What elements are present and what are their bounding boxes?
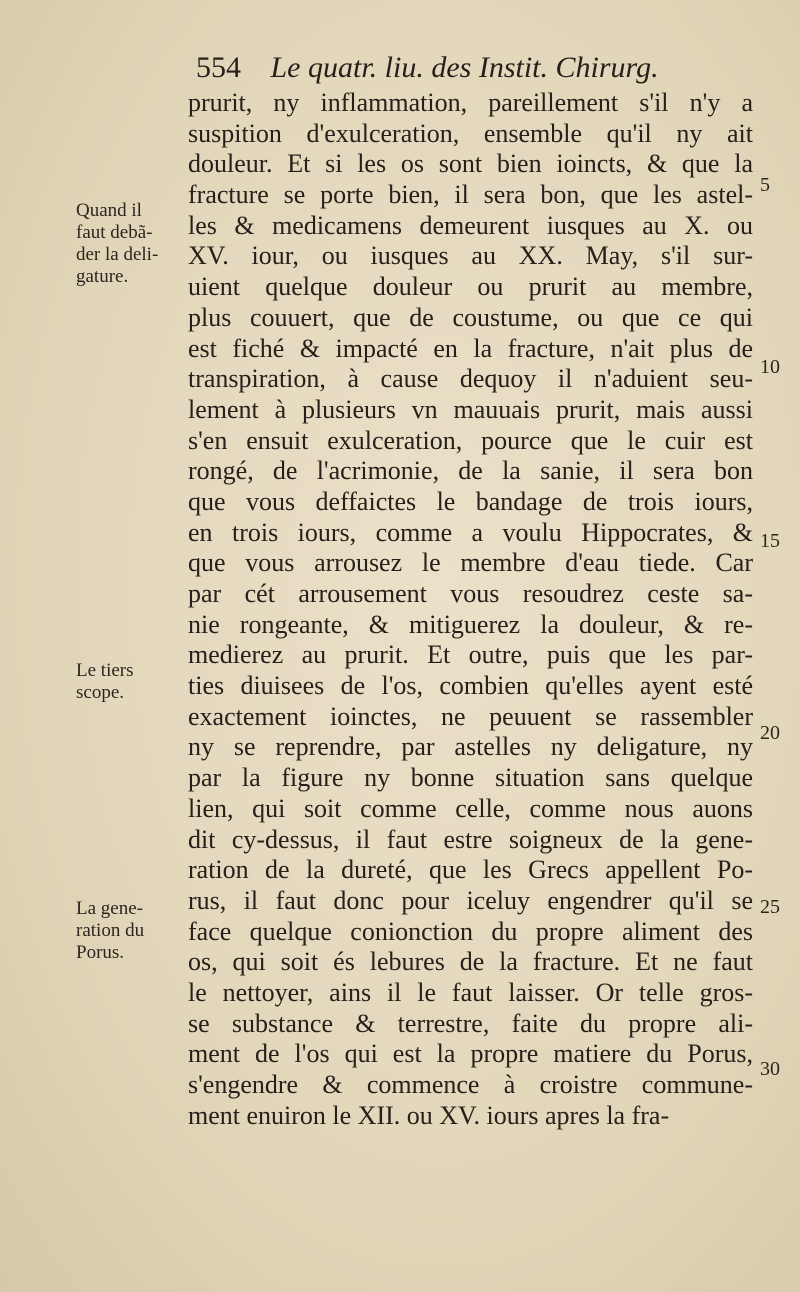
- text-line: nie rongeante, & mitiguerez la douleur, & re-: [188, 609, 753, 639]
- text-line: ment de l'os qui est la propre matiere du Porus,: [188, 1039, 753, 1069]
- text-line: en trois iours, comme a voulu Hippocrates, &: [188, 517, 753, 547]
- main-text-block: [188, 88, 753, 1131]
- line-number: 30: [760, 1058, 780, 1080]
- text-line: s'en ensuit exulceration, pource que le cuir est: [188, 425, 753, 455]
- text-line: transpiration, à cause dequoy il n'aduient seu-: [188, 364, 753, 394]
- text-line: s'engendre & commence à croistre commune-: [188, 1070, 753, 1099]
- margin-note-line: scope.: [76, 682, 125, 703]
- text-line: os, qui soit és lebures de la fracture. Et ne faut: [188, 947, 753, 977]
- text-line: XV. iour, ou iusques au XX. May, s'il sur-: [188, 241, 753, 271]
- line-number: 10: [760, 356, 780, 378]
- text-line: que vous arrousez le membre d'eau tiede. Car: [188, 548, 753, 578]
- text-line: les & medicamens demeurent iusques au X. ou: [188, 210, 753, 240]
- text-line: le nettoyer, ains il le faut laisser. Or telle gros-: [188, 977, 753, 1007]
- text-line: se substance & terrestre, faite du propre ali-: [188, 1008, 753, 1038]
- text-line: rongé, de l'acrimonie, de la sanie, il sera bon: [188, 456, 753, 486]
- page-number: 554: [196, 51, 241, 84]
- text-line: face quelque conionction du propre aliment des: [188, 916, 753, 946]
- line-number: 15: [760, 530, 780, 552]
- text-line: dit cy-dessus, il faut estre soigneux de la gene-: [188, 824, 753, 854]
- margin-note-line: faut debã-: [76, 222, 153, 243]
- line-number: 20: [760, 722, 780, 744]
- text-line: est fiché & impacté en la fracture, n'ait plus de: [188, 333, 753, 363]
- margin-note-3: [76, 898, 176, 964]
- text-line: ties diuisees de l'os, combien qu'elles ayent esté: [188, 671, 753, 701]
- margin-note-line: La gene-: [76, 898, 143, 919]
- text-line: plus couuert, que de coustume, ou que ce qui: [188, 302, 753, 332]
- margin-note-line: ration du: [76, 920, 145, 941]
- text-line: ment enuiron le XII. ou XV. iours apres la fra-: [188, 1100, 670, 1130]
- text-line: par la figure ny bonne situation sans quelque: [188, 763, 753, 793]
- text-line: par cét arrousement vous resoudrez ceste sa-: [188, 579, 753, 608]
- line-number: 5: [760, 174, 770, 196]
- text-line: douleur. Et si les os sont bien ioincts, & que la: [188, 149, 753, 179]
- line-number: 25: [760, 896, 780, 918]
- text-line: prurit, ny inflammation, pareillement s'il n'y a: [188, 88, 753, 117]
- margin-note-1: [76, 200, 176, 288]
- text-line: fracture se porte bien, il sera bon, que les astel-: [188, 180, 753, 210]
- running-title: Le quatr. liu. des Instit. Chirurg.: [270, 51, 659, 84]
- margin-note-line: Porus.: [76, 942, 125, 963]
- margin-note-line: gature.: [76, 266, 129, 287]
- text-line: ration de la dureté, que les Grecs appellent Po-: [188, 855, 753, 885]
- text-line: suspition d'exulceration, ensemble qu'il ny ait: [188, 118, 753, 148]
- text-line: lien, qui soit comme celle, comme nous auons: [188, 793, 753, 823]
- text-line: medierez au prurit. Et outre, puis que les par-: [188, 640, 753, 670]
- text-line: uient quelque douleur ou prurit au membre,: [188, 272, 753, 302]
- margin-note-line: der la deli-: [76, 244, 159, 265]
- text-line: que vous deffaictes le bandage de trois iours,: [188, 486, 753, 516]
- page-header: [196, 48, 716, 88]
- margin-note-2: [76, 660, 176, 704]
- text-line: exactement ioinctes, ne peuuent se rassembler: [188, 701, 753, 731]
- text-line: ny se reprendre, par astelles ny deligature, ny: [188, 732, 753, 762]
- margin-note-line: Quand il: [76, 200, 142, 221]
- margin-note-line: Le tiers: [76, 660, 134, 681]
- text-line: rus, il faut donc pour iceluy engendrer qu'il se: [188, 885, 753, 915]
- text-line: lement à plusieurs vn mauuais prurit, mais aussi: [188, 394, 753, 424]
